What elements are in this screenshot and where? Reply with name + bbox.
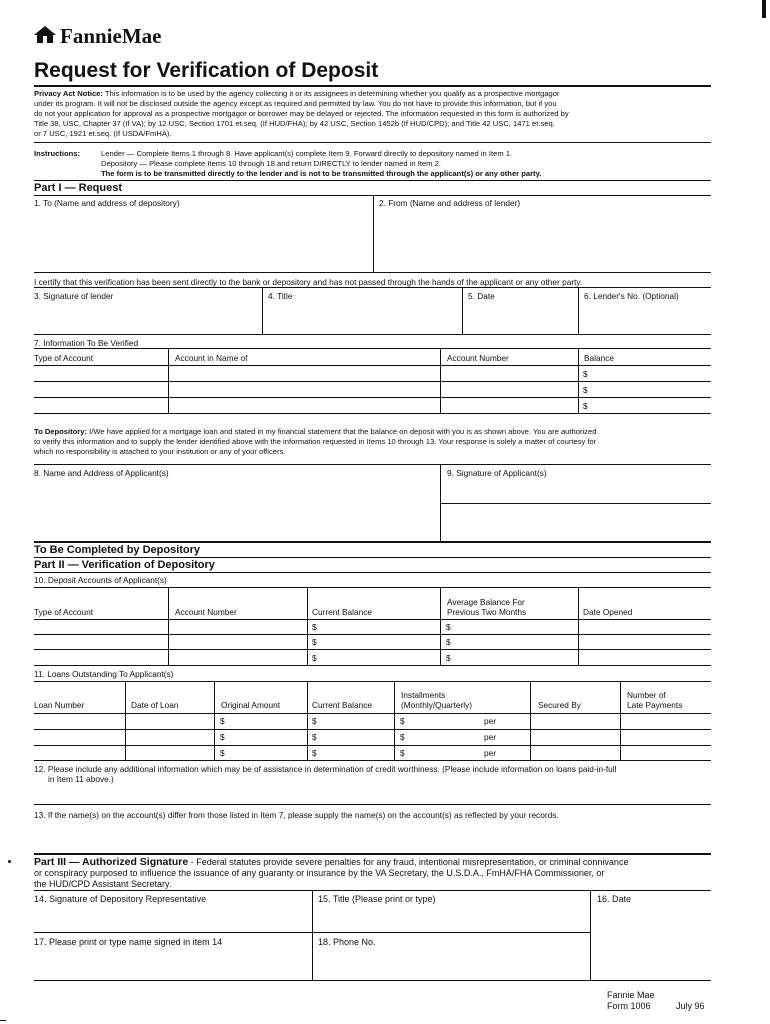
divider xyxy=(214,681,215,760)
divider xyxy=(34,541,711,543)
table-row-line xyxy=(34,649,711,650)
orig-amount-dollar: $ xyxy=(220,732,225,742)
logo-text: FannieMae xyxy=(60,24,162,48)
col10-type-of-account: Type of Account xyxy=(34,607,94,617)
item5-label: 5. Date xyxy=(468,291,495,301)
divider xyxy=(440,503,711,504)
divider xyxy=(34,804,711,805)
installment-per: per xyxy=(484,716,496,726)
table-row-line xyxy=(34,397,711,398)
item1-label: 1. To (Name and address of depository) xyxy=(34,198,180,208)
divider xyxy=(590,890,591,980)
item6-label: 6. Lender's No. (Optional) xyxy=(584,291,679,301)
installment-per: per xyxy=(484,748,496,758)
item8-label: 8. Name and Address of Applicant(s) xyxy=(34,468,169,478)
installment-dollar: $ xyxy=(400,748,405,758)
item7-label: 7. Information To Be Verified xyxy=(34,338,139,348)
divider xyxy=(34,85,711,87)
divider xyxy=(34,681,711,682)
divider xyxy=(34,980,711,981)
item4-label: 4. Title xyxy=(268,291,293,301)
loan-balance-dollar: $ xyxy=(312,716,317,726)
orig-amount-dollar: $ xyxy=(220,716,225,726)
privacy-line2: under its program. It will not be disclosed outside the agency except as required and permitted by law. You do not have to provide this information, but if you xyxy=(34,99,557,108)
loan-balance-dollar: $ xyxy=(312,748,317,758)
divider xyxy=(34,890,711,891)
col11-late-payments: Late Payments xyxy=(627,700,683,710)
to-depository-line3: which no responsibility is attached to your institution or any of your officers. xyxy=(34,447,286,456)
col11-current-balance: Current Balance xyxy=(312,700,372,710)
col11-monthly-quarterly: (Monthly/Quarterly) xyxy=(401,700,473,710)
to-depository-line1: To Depository: I/We have applied for a mortgage loan and stated in my financial statement that the balance on deposit with you is as shown above. You are authorized xyxy=(34,427,597,436)
divider xyxy=(34,932,590,933)
edge-tick xyxy=(0,1020,6,1021)
divider xyxy=(34,180,711,181)
avg-balance-dollar: $ xyxy=(446,622,451,632)
divider xyxy=(578,587,579,665)
table-row-line xyxy=(34,729,711,730)
divider xyxy=(530,681,531,760)
table-row-line xyxy=(34,619,711,620)
privacy-line5: or 7 USC, 1921 et.seq. (If USDA/FmHA). xyxy=(34,129,172,138)
divider xyxy=(34,348,711,349)
divider xyxy=(34,287,711,288)
table-row-line xyxy=(34,760,711,761)
col11-original-amount: Original Amount xyxy=(221,700,281,710)
col-account-in-name-of: Account in Name of xyxy=(175,353,248,363)
installment-dollar: $ xyxy=(400,716,405,726)
instructions-line3: The form is to be transmitted directly to the lender and is not to be transmitted through the applicant(s) or any other party. xyxy=(101,169,542,178)
divider xyxy=(34,587,711,588)
table-row-line xyxy=(34,413,711,414)
part3-line3: the HUD/CPD Assistant Secretary. xyxy=(34,879,172,889)
divider xyxy=(34,572,711,573)
table-row-line xyxy=(34,745,711,746)
col11-date-of-loan: Date of Loan xyxy=(131,700,179,710)
divider xyxy=(462,287,463,334)
item2-label: 2. From (Name and address of lender) xyxy=(379,198,521,208)
installment-per: per xyxy=(484,732,496,742)
current-balance-dollar: $ xyxy=(312,637,317,647)
privacy-line4: Title 38, USC, Chapter 37 (If VA); by 12 USC, Section 1701 et.seq. (If HUD/FHA); by 42 USC, Section 1452b (If HUD/CPD); and Title 42 USC, 1471 et.seq. xyxy=(34,119,555,128)
divider xyxy=(168,587,169,665)
part3-line2: or conspiracy purposed to influence the issuance of any guaranty or insurance by the VA Secretary, the U.S.D.A., FmHA/FHA Commissioner, or xyxy=(34,868,605,878)
table-row-line xyxy=(34,381,711,382)
item3-label: 3. Signature of lender xyxy=(34,291,114,301)
col-balance: Balance xyxy=(584,353,614,363)
current-balance-dollar: $ xyxy=(312,622,317,632)
item16-label: 16. Date xyxy=(597,894,632,904)
col-account-number: Account Number xyxy=(447,353,509,363)
balance-dollar: $ xyxy=(583,385,588,395)
divider xyxy=(440,348,441,413)
divider xyxy=(578,348,579,413)
col10-prev-two-months: Previous Two Months xyxy=(447,607,527,617)
col10-avg-balance: Average Balance For xyxy=(447,597,525,607)
divider xyxy=(620,681,621,760)
footer-date: July 96 xyxy=(676,1001,705,1011)
divider xyxy=(125,681,126,760)
certify-text: I certify that this verification has been sent directly to the bank or depository and has not passed through the hands of the applicant or any other party. xyxy=(34,277,583,287)
divider xyxy=(578,287,579,334)
item17-label: 17. Please print or type name signed in item 14 xyxy=(34,937,223,947)
part1-heading: Part I — Request xyxy=(34,182,123,194)
current-balance-dollar: $ xyxy=(312,653,317,663)
page-title: Request for Verification of Deposit xyxy=(34,59,379,82)
instructions-line2: Depository — Please complete Items 10 through 18 and return DIRECTLY to lender named in Item 2. xyxy=(101,159,441,168)
col11-installments: Installments xyxy=(401,690,446,700)
col11-number-of: Number of xyxy=(627,690,666,700)
divider xyxy=(307,681,308,760)
col11-loan-number: Loan Number xyxy=(34,700,85,710)
loan-balance-dollar: $ xyxy=(312,732,317,742)
item15-label: 15. Title (Please print or type) xyxy=(318,894,436,904)
avg-balance-dollar: $ xyxy=(446,637,451,647)
col10-account-number: Account Number xyxy=(175,607,237,617)
divider xyxy=(312,890,313,980)
divider xyxy=(34,464,711,465)
item12-line2: in Item 11 above.) xyxy=(48,774,114,784)
item10-label: 10. Deposit Accounts of Applicant(s) xyxy=(34,575,167,585)
installment-dollar: $ xyxy=(400,732,405,742)
col10-current-balance: Current Balance xyxy=(312,607,372,617)
avg-balance-dollar: $ xyxy=(446,653,451,663)
col10-date-opened: Date Opened xyxy=(583,607,633,617)
divider xyxy=(34,853,711,855)
divider xyxy=(34,272,711,273)
item13-label: 13. If the name(s) on the account(s) differ from those listed in Item 7, please supply the name(s) on the account(s) as reflected by your records. xyxy=(34,810,559,820)
footer-company: Fannie Mae xyxy=(607,990,655,1000)
part2-heading: Part II — Verification of Depository xyxy=(34,559,215,571)
item18-label: 18. Phone No. xyxy=(318,937,376,947)
divider xyxy=(34,557,711,558)
edge-mark xyxy=(762,0,766,18)
orig-amount-dollar: $ xyxy=(220,748,225,758)
table-row-line xyxy=(34,634,711,635)
divider xyxy=(307,587,308,665)
divider xyxy=(34,142,711,143)
balance-dollar: $ xyxy=(583,401,588,411)
house-logo-icon xyxy=(34,26,56,43)
col-type-of-account: Type of Account xyxy=(34,353,94,363)
instructions-line1: Lender — Complete Items 1 through 8. Have applicant(s) complete Item 9. Forward directly to depository named in Item 1. xyxy=(101,149,513,158)
margin-dot xyxy=(8,860,11,863)
footer-form: Form 1006 xyxy=(607,1001,651,1011)
item12-line1: 12. Please include any additional information which may be of assistance in determination of credit worthiness. (Please include information on loans paid-in-full xyxy=(34,764,617,774)
table-row-line xyxy=(34,713,711,714)
divider xyxy=(440,587,441,665)
divider xyxy=(168,348,169,413)
table-row-line xyxy=(34,365,711,366)
instructions-label: Instructions: xyxy=(34,149,80,158)
divider xyxy=(373,195,374,272)
balance-dollar: $ xyxy=(583,369,588,379)
col11-secured-by: Secured By xyxy=(538,700,581,710)
item11-label: 11. Loans Outstanding To Applicant(s) xyxy=(34,669,174,679)
part3-intro: Part III — Authorized Signature - Federal statutes provide severe penalties for any fraud, intentional misrepresentation, or criminal connivance xyxy=(34,856,629,868)
divider xyxy=(262,287,263,334)
item14-label: 14. Signature of Depository Representative xyxy=(34,894,207,904)
privacy-line1: Privacy Act Notice: This information is to be used by the agency collecting it or its assignees in determining whether you qualify as a prospective mortgagor xyxy=(34,89,560,98)
privacy-line3: do not your application for approval as a prospective mortgagor or borrower may be delayed or rejected. The information requested in this form is authorized by xyxy=(34,109,569,118)
divider xyxy=(394,681,395,760)
table-row-line xyxy=(34,665,711,666)
to-depository-line2: to verify this information and to supply the lender identified above with the information requested in Items 10 through 13. Your response is solely a matter of courtesy for xyxy=(34,437,597,446)
item9-label: 9. Signature of Applicant(s) xyxy=(447,468,547,478)
divider xyxy=(34,334,711,335)
to-be-completed-heading: To Be Completed by Depository xyxy=(34,544,201,556)
